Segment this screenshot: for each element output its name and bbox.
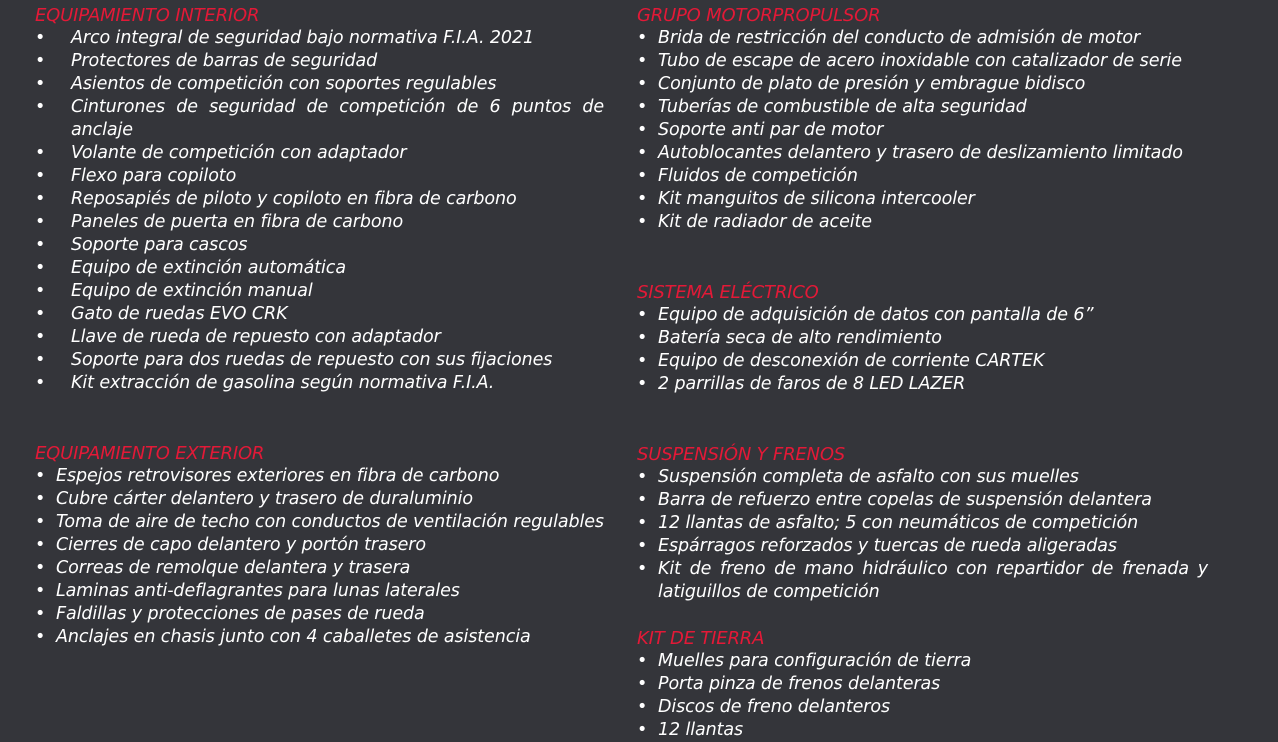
bullet-icon: •	[637, 651, 648, 671]
right-column	[637, 4, 1208, 742]
bullet-icon: •	[637, 674, 648, 694]
list-item	[637, 73, 1208, 96]
list-item-text: 2 parrillas de faros de 8 LED LAZER	[658, 374, 966, 394]
list-item	[35, 211, 604, 234]
section-motor	[637, 4, 1208, 234]
list-item-text: 12 llantas de asfalto; 5 con neumáticos de competición	[658, 513, 1139, 533]
bullet-icon: •	[35, 466, 46, 486]
list-item	[35, 303, 604, 326]
list-item-text: Porta pinza de frenos delanteras	[658, 674, 941, 694]
list-item	[35, 50, 604, 73]
list-item	[35, 465, 604, 488]
list-item	[637, 50, 1208, 73]
bullet-icon: •	[637, 28, 648, 48]
list-item	[35, 165, 604, 188]
list-item-text: Tubo de escape de acero inoxidable con catalizador de serie	[658, 51, 1182, 71]
list-electrico	[637, 304, 1208, 396]
bullet-icon: •	[35, 97, 46, 117]
bullet-icon: •	[35, 373, 46, 393]
list-item	[35, 280, 604, 303]
bullet-icon: •	[35, 627, 46, 647]
bullet-icon: •	[637, 305, 648, 325]
list-item-text: Toma de aire de techo con conductos de ventilación regulables	[56, 512, 604, 532]
list-item-text: Anclajes en chasis junto con 4 caballetes de asistencia	[56, 627, 531, 647]
list-tierra	[637, 650, 1208, 742]
list-item-text: Protectores de barras de seguridad	[71, 51, 378, 71]
list-item	[637, 119, 1208, 142]
bullet-icon: •	[637, 490, 648, 510]
list-item	[35, 188, 604, 211]
section-electrico	[637, 281, 1208, 396]
list-interior	[35, 27, 604, 395]
list-item	[637, 535, 1208, 558]
bullet-icon: •	[35, 604, 46, 624]
section-title-suspension: SUSPENSIÓN Y FRENOS	[637, 444, 846, 465]
list-item	[35, 326, 604, 349]
section-title-motor: GRUPO MOTORPROPULSOR	[637, 5, 881, 26]
list-item	[637, 719, 1208, 742]
list-item-text: Equipo de desconexión de corriente CARTEK	[658, 351, 1045, 371]
list-item-text: Cierres de capo delantero y portón trasero	[56, 535, 427, 555]
list-item	[637, 512, 1208, 535]
list-item-text: Fluidos de competición	[658, 166, 858, 186]
list-item-text: Kit manguitos de silicona intercooler	[658, 189, 975, 209]
list-item	[35, 234, 604, 257]
list-item	[637, 673, 1208, 696]
list-item	[35, 96, 604, 142]
list-item-text: Equipo de extinción automática	[71, 258, 346, 278]
bullet-icon: •	[637, 697, 648, 717]
list-item	[637, 373, 1208, 396]
bullet-icon: •	[35, 74, 46, 94]
list-item-text: Equipo de adquisición de datos con pantalla de 6”	[658, 305, 1094, 325]
bullet-icon: •	[35, 535, 46, 555]
bullet-icon: •	[35, 143, 46, 163]
section-interior	[35, 4, 604, 395]
list-item-text: Muelles para configuración de tierra	[658, 651, 972, 671]
list-item-text: Espejos retrovisores exteriores en fibra de carbono	[56, 466, 500, 486]
section-title-tierra: KIT DE TIERRA	[637, 628, 765, 649]
section-tierra	[637, 627, 1208, 742]
bullet-icon: •	[35, 489, 46, 509]
list-item	[35, 626, 604, 649]
list-item-text: Equipo de extinción manual	[71, 281, 313, 301]
list-item	[35, 580, 604, 603]
bullet-icon: •	[35, 281, 46, 301]
list-item-text: Gato de ruedas EVO CRK	[71, 304, 288, 324]
list-item	[35, 488, 604, 511]
bullet-icon: •	[35, 304, 46, 324]
list-item	[35, 511, 604, 534]
section-title-electrico: SISTEMA ELÉCTRICO	[637, 282, 819, 303]
list-item	[637, 650, 1208, 673]
list-item	[637, 142, 1208, 165]
list-item-text: Brida de restricción del conducto de admisión de motor	[658, 28, 1141, 48]
bullet-icon: •	[637, 720, 648, 740]
list-item	[35, 73, 604, 96]
list-item	[35, 603, 604, 626]
list-item-text: Cinturones de seguridad de competición de 6 puntos de anclaje	[71, 97, 604, 140]
bullet-icon: •	[35, 212, 46, 232]
bullet-icon: •	[637, 166, 648, 186]
list-item-text: Tuberías de combustible de alta seguridad	[658, 97, 1027, 117]
bullet-icon: •	[637, 143, 648, 163]
list-motor	[637, 27, 1208, 234]
section-exterior	[35, 442, 604, 649]
list-item-text: Volante de competición con adaptador	[71, 143, 407, 163]
list-item-text: Soporte anti par de motor	[658, 120, 884, 140]
section-suspension	[637, 443, 1208, 604]
bullet-icon: •	[637, 51, 648, 71]
bullet-icon: •	[637, 74, 648, 94]
bullet-icon: •	[637, 513, 648, 533]
list-item-text: Paneles de puerta en fibra de carbono	[71, 212, 404, 232]
left-column	[35, 4, 604, 649]
list-item-text: Reposapiés de piloto y copiloto en fibra de carbono	[71, 189, 517, 209]
list-item-text: 12 llantas	[658, 720, 744, 740]
bullet-icon: •	[35, 581, 46, 601]
list-item-text: Kit de freno de mano hidráulico con repartidor de frenada y latiguillos de competición	[658, 559, 1208, 602]
list-item	[637, 489, 1208, 512]
bullet-icon: •	[637, 351, 648, 371]
list-item-text: Laminas anti-deflagrantes para lunas laterales	[56, 581, 460, 601]
bullet-icon: •	[35, 512, 46, 532]
list-item	[35, 534, 604, 557]
list-item-text: Asientos de competición con soportes regulables	[71, 74, 497, 94]
bullet-icon: •	[35, 28, 46, 48]
list-item-text: Barra de refuerzo entre copelas de suspensión delantera	[658, 490, 1152, 510]
list-item-text: Cubre cárter delantero y trasero de duraluminio	[56, 489, 473, 509]
bullet-icon: •	[637, 212, 648, 232]
bullet-icon: •	[35, 166, 46, 186]
list-item-text: Correas de remolque delantera y trasera	[56, 558, 411, 578]
list-item	[35, 27, 604, 50]
list-item	[637, 327, 1208, 350]
bullet-icon: •	[35, 51, 46, 71]
list-item-text: Espárragos reforzados y tuercas de rueda aligeradas	[658, 536, 1117, 556]
bullet-icon: •	[637, 120, 648, 140]
bullet-icon: •	[35, 558, 46, 578]
section-title-interior: EQUIPAMIENTO INTERIOR	[35, 5, 260, 26]
list-item-text: Autoblocantes delantero y trasero de deslizamiento limitado	[658, 143, 1183, 163]
list-item-text: Arco integral de seguridad bajo normativa F.I.A. 2021	[71, 28, 535, 48]
bullet-icon: •	[637, 559, 648, 579]
list-item-text: Conjunto de plato de presión y embrague bidisco	[658, 74, 1086, 94]
list-item	[637, 696, 1208, 719]
list-item	[637, 27, 1208, 50]
bullet-icon: •	[637, 467, 648, 487]
list-item-text: Soporte para dos ruedas de repuesto con sus fijaciones	[71, 350, 553, 370]
list-item-text: Soporte para cascos	[71, 235, 248, 255]
list-item-text: Llave de rueda de repuesto con adaptador	[71, 327, 441, 347]
list-item	[35, 142, 604, 165]
list-item	[35, 257, 604, 280]
list-item	[637, 165, 1208, 188]
list-item-text: Flexo para copiloto	[71, 166, 237, 186]
list-item	[35, 349, 604, 372]
list-item	[637, 350, 1208, 373]
list-item	[637, 96, 1208, 119]
bullet-icon: •	[35, 235, 46, 255]
list-item	[35, 372, 604, 395]
bullet-icon: •	[637, 536, 648, 556]
bullet-icon: •	[35, 189, 46, 209]
bullet-icon: •	[35, 327, 46, 347]
list-item	[637, 211, 1208, 234]
list-item-text: Suspensión completa de asfalto con sus muelles	[658, 467, 1079, 487]
list-item	[637, 466, 1208, 489]
list-item-text: Discos de freno delanteros	[658, 697, 890, 717]
list-item	[637, 304, 1208, 327]
list-exterior	[35, 465, 604, 649]
section-title-exterior: EQUIPAMIENTO EXTERIOR	[35, 443, 265, 464]
bullet-icon: •	[35, 258, 46, 278]
bullet-icon: •	[637, 189, 648, 209]
bullet-icon: •	[637, 97, 648, 117]
list-item	[637, 188, 1208, 211]
list-item-text: Kit de radiador de aceite	[658, 212, 872, 232]
bullet-icon: •	[637, 328, 648, 348]
list-item-text: Kit extracción de gasolina según normativa F.I.A.	[71, 373, 495, 393]
bullet-icon: •	[637, 374, 648, 394]
list-item	[35, 557, 604, 580]
list-item	[637, 558, 1208, 604]
list-item-text: Batería seca de alto rendimiento	[658, 328, 942, 348]
bullet-icon: •	[35, 350, 46, 370]
list-item-text: Faldillas y protecciones de pases de rueda	[56, 604, 425, 624]
list-suspension	[637, 466, 1208, 604]
